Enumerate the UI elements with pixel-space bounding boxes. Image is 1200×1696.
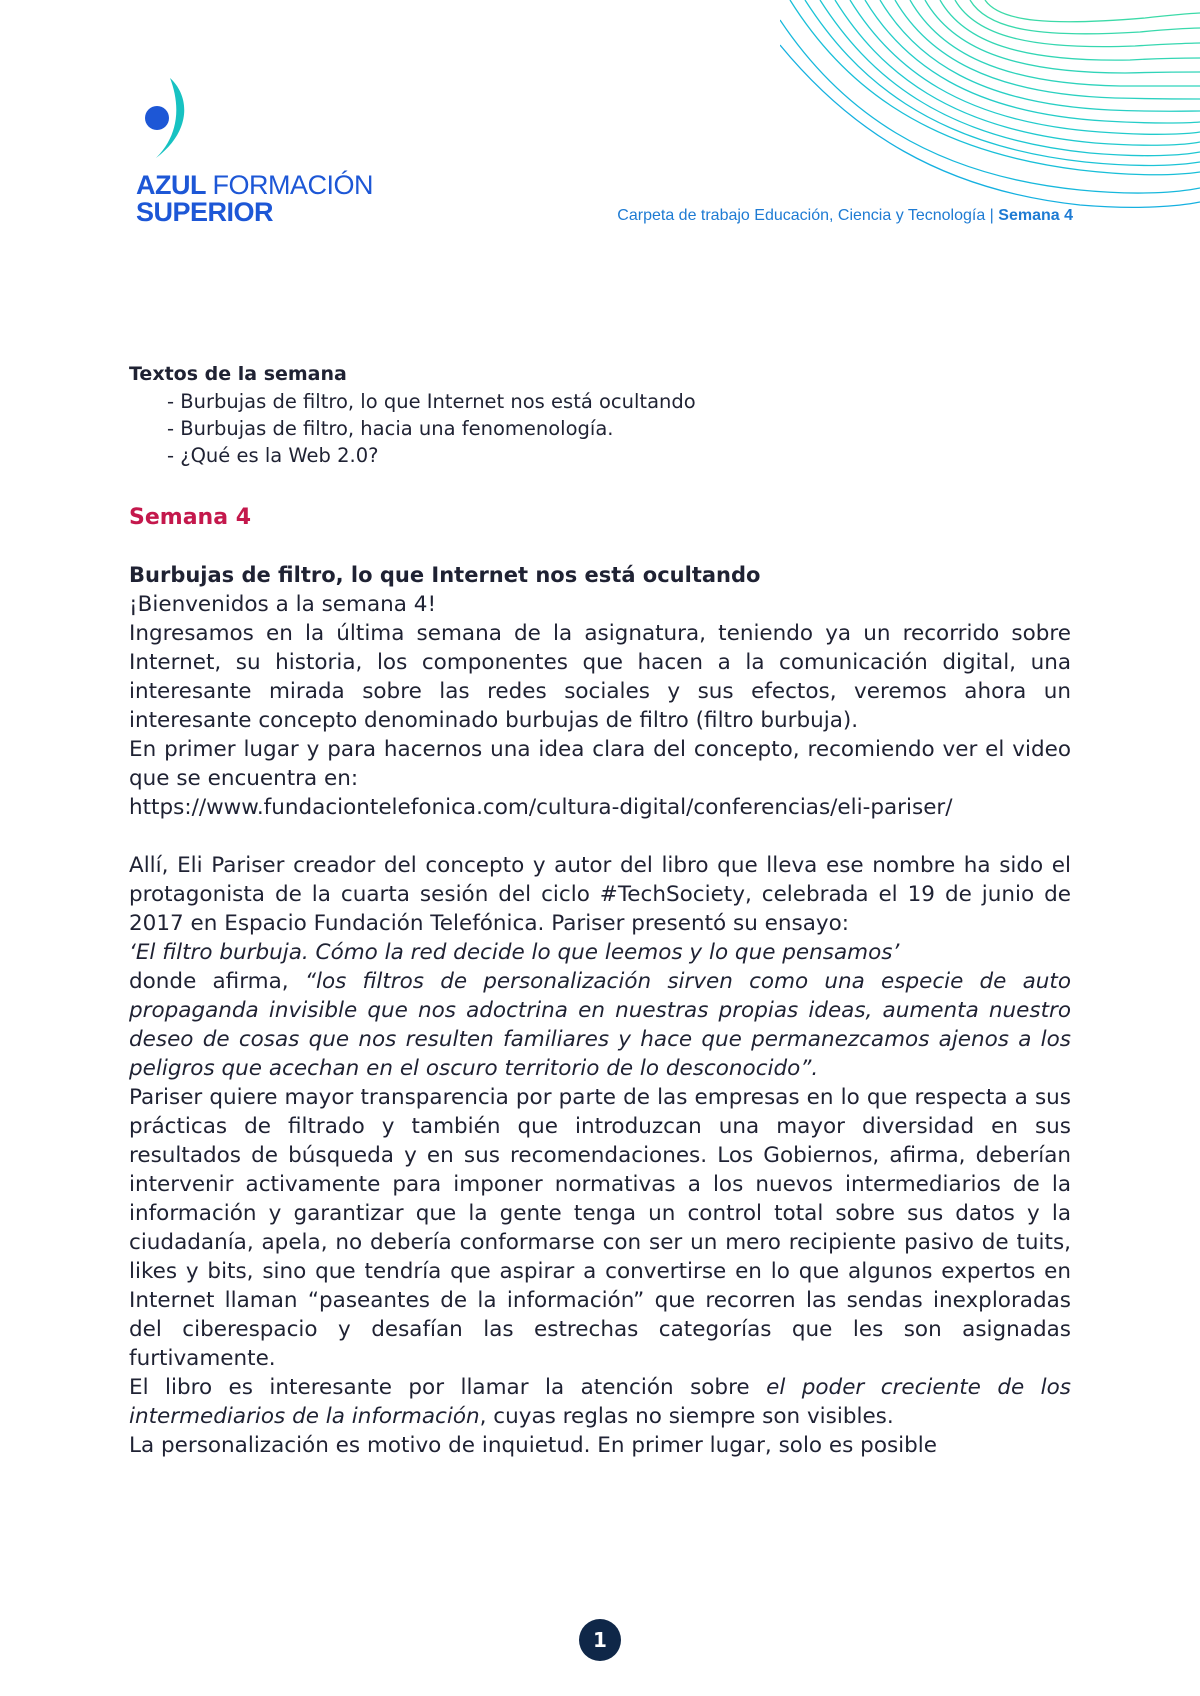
week-title: Semana 4 [129,505,252,530]
brand-superior: SUPERIOR [136,197,274,227]
paragraph-quote: donde afirma, “los filtros de personalización sirven como una especie de auto propaganda invisible que nos adoctrina en nuestras propias ideas, aumenta nuestro deseo de cosas que nos resulten familiares y hace que permanezcamos ajenos a los peligros que acechan en el oscuro territorio de lo desconocido”. [129,969,1071,1081]
list-item: - ¿Qué es la Web 2.0? [167,444,379,467]
logo-mark-icon [136,76,206,166]
brand-logo [136,76,376,236]
list-item: - Burbujas de filtro, lo que Internet nos está ocultando [167,390,696,413]
paragraph: El libro es interesante por llamar la atención sobre el poder creciente de los intermediarios de la información, cuyas reglas no siempre son visibles. [129,1375,1071,1429]
course-name: Carpeta de trabajo Educación, Ciencia y Tecnología | [617,207,999,224]
book-title: ‘El filtro burbuja. Cómo la red decide lo que leemos y lo que pensamos’ [129,940,900,965]
page-number-badge: 1 [579,1619,621,1661]
brand-wordmark [136,172,373,226]
texts-heading: Textos de la semana [129,363,347,385]
list-item: - Burbujas de filtro, hacia una fenomenología. [167,417,614,440]
document-body [129,360,1071,1460]
brand-azul: AZUL [136,170,206,200]
welcome-line: ¡Bienvenidos a la semana 4! [129,592,437,617]
header-week: Semana 4 [998,207,1073,224]
paragraph: Pariser quiere mayor transparencia por parte de las empresas en lo que respecta a sus prácticas de filtrado y también que introduzcan una mayor diversidad en sus resultados de búsqueda y en sus recomendaciones. Los Gobiernos, afirma, deberían intervenir activamente para imponer normativas a los nuevos intermediarios de la información y garantizar que la gente tenga un control total sobre sus datos y la ciudadanía, apela, no debería conformarse con ser un mero recipiente pasivo de tuits, likes y bits, sino que tendría que aspirar a convertirse en lo que algunos expertos en Internet llaman “paseantes de la información” que recorren las sendas inexploradas del ciberespacio y desafían las estrechas categorías que les son asignadas furtivamente. [129,1085,1071,1371]
texts-list [129,388,1071,469]
paragraph: En primer lugar y para hacernos una idea clara del concepto, recomiendo ver el video que se encuentra en: [129,737,1071,791]
article-text [129,590,1071,1460]
paragraph: La personalización es motivo de inquietud. En primer lugar, solo es posible [129,1433,937,1458]
paragraph: Allí, Eli Pariser creador del concepto y autor del libro que lleva ese nombre ha sido el protagonista de la cuarta sesión del ciclo #TechSociety, celebrada el 19 de junio de 2017 en Espacio Fundación Telefónica. Pariser presentó su ensayo: [129,853,1071,936]
article-title: Burbujas de filtro, lo que Internet nos está ocultando [129,563,761,587]
page-header [617,207,1073,225]
paragraph: Ingresamos en la última semana de la asignatura, teniendo ya un recorrido sobre Internet, su historia, los componentes que hacen a la comunicación digital, una interesante mirada sobre las redes sociales y sus efectos, veremos ahora un interesante concepto denominado burbujas de filtro (filtro burbuja). [129,621,1071,733]
brand-formacion: FORMACIÓN [212,170,374,200]
video-url[interactable]: https://www.fundaciontelefonica.com/cultura-digital/conferencias/eli-pariser/ [129,795,953,820]
